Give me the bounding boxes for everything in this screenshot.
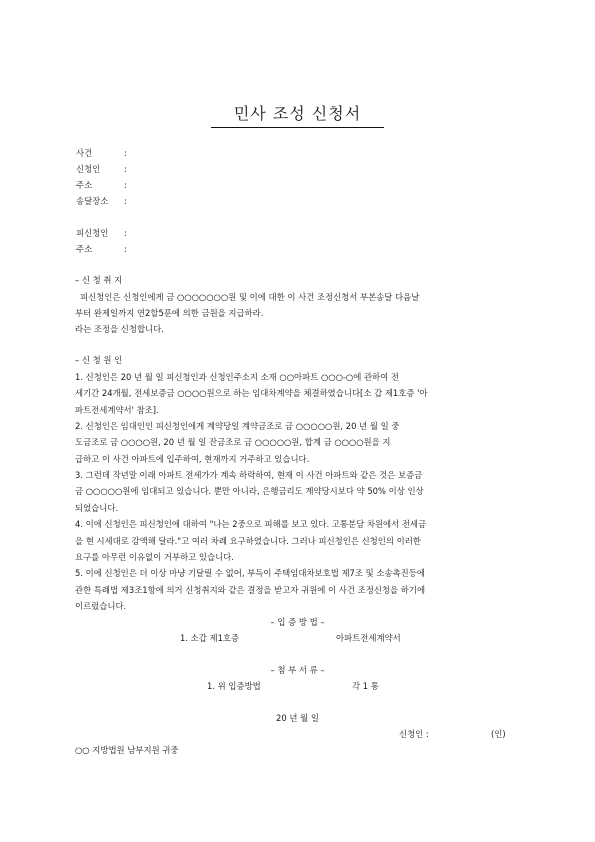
reasons-line: 3. 그런데 작년말 이래 아파트 전세가가 계속 하락하여, 현재 이 사건 아파트와 같은 것은 보증금 xyxy=(75,470,423,480)
field-applicant xyxy=(76,163,127,175)
field-respondent-address xyxy=(76,243,127,255)
purpose-line: 부터 완제일까지 연2할5푼에 의한 금원을 지급하라. xyxy=(75,308,264,318)
reasons-line: 2. 신청인은 임대인인 피신청인에게 계약당일 계약금조로 금 ○○○○○원, 20 년 월 일 중 xyxy=(75,421,400,431)
field-colon: : xyxy=(124,196,127,206)
reasons-line: 4. 이에 신청인은 피신청인에 대하여 "나는 2중으로 피해를 보고 있다. 고통분담 차원에서 전세금 xyxy=(75,519,427,529)
field-label: 피신청인 xyxy=(76,228,109,238)
reasons-line: 관한 특례법 제3조1항에 의거 신청취지와 같은 결정을 받고자 귀원에 이 사건 조정신청을 하기에 xyxy=(75,585,426,595)
attachment-item-label: 1. 위 입증방법 xyxy=(207,681,261,691)
seal-mark: (인) xyxy=(491,729,506,739)
purpose-heading: – 신 청 취 지 xyxy=(75,275,123,285)
field-colon: : xyxy=(124,244,127,254)
attachment-item-count: 각 1 통 xyxy=(352,681,379,691)
reasons-line: 5. 이에 신청인은 더 이상 마냥 기달릴 수 없어, 부득이 주택임대차보호법 제7조 및 소송촉진등에 xyxy=(75,568,425,578)
purpose-line: 라는 조정을 신청합니다. xyxy=(75,324,164,334)
evidence-heading: – 입 증 방 법 – xyxy=(270,617,325,627)
title-underline xyxy=(211,127,384,128)
reasons-line: 급하고 이 사건 아파트에 입주하여, 현재까지 거주하고 있습니다. xyxy=(75,454,310,464)
field-respondent xyxy=(76,227,127,239)
reasons-line: 세기간 24개월, 전세보증금 ○○○○원으로 하는 임대차계약을 체결하였습니다[소 갑 제1호증 '아 xyxy=(75,388,428,398)
field-label: 신청인 xyxy=(76,164,101,174)
document-title: 민사 조성 신청서 xyxy=(233,104,362,123)
field-label: 송달장소 xyxy=(76,196,109,206)
signature-label: 신청인 : xyxy=(399,729,429,739)
reasons-line: 을 현 시세대로 감액해 달라."고 여러 차례 요구하였습니다. 그러나 피신청인은 신청인의 이러한 xyxy=(75,536,421,546)
field-label: 주소 xyxy=(76,244,93,254)
field-colon: : xyxy=(124,180,127,190)
field-label: 주소 xyxy=(76,180,93,190)
reasons-line: 파트전세계약서' 참조]. xyxy=(75,405,159,415)
field-label: 사건 xyxy=(76,148,93,158)
reasons-heading: – 신 청 원 인 xyxy=(75,355,123,365)
evidence-item-label: 1. 소갑 제1호증 xyxy=(180,633,240,643)
field-address xyxy=(76,179,127,191)
reasons-line: 되었습니다. xyxy=(75,503,119,513)
reasons-line: 요구를 아무런 이유없이 거부하고 있습니다. xyxy=(75,552,234,562)
reasons-line: 금 ○○○○○원에 임대되고 있습니다. 뿐만 아니라, 은행금리도 계약당시보다 약 50% 이상 인상 xyxy=(75,486,424,496)
field-colon: : xyxy=(124,164,127,174)
field-colon: : xyxy=(124,148,127,158)
court-addressee: ○○ 지방법원 남부지원 귀중 xyxy=(75,745,179,755)
date-line: 20 년 월 일 xyxy=(276,713,319,723)
field-case xyxy=(76,147,127,159)
reasons-line: 이르렀습니다. xyxy=(75,601,127,611)
attachments-heading: – 첨 부 서 류 – xyxy=(270,665,325,675)
field-service-address xyxy=(76,195,127,207)
reasons-line: 1. 신청인은 20 년 월 일 피신청인과 신청인주소지 소재 ○○아파트 ○○○-○에 관하여 전 xyxy=(75,372,399,382)
purpose-line: 피신청인은 신청인에게 금 ○○○○○○○원 및 이에 대한 이 사건 조정신청서 부본송달 다음날 xyxy=(80,292,420,302)
reasons-line: 도금조로 금 ○○○○원, 20 년 월 일 잔금조로 금 ○○○○○원, 합계 금 ○○○○원을 지 xyxy=(75,437,391,447)
evidence-item-desc: 아파트전세계약서 xyxy=(336,633,401,643)
field-colon: : xyxy=(124,228,127,238)
